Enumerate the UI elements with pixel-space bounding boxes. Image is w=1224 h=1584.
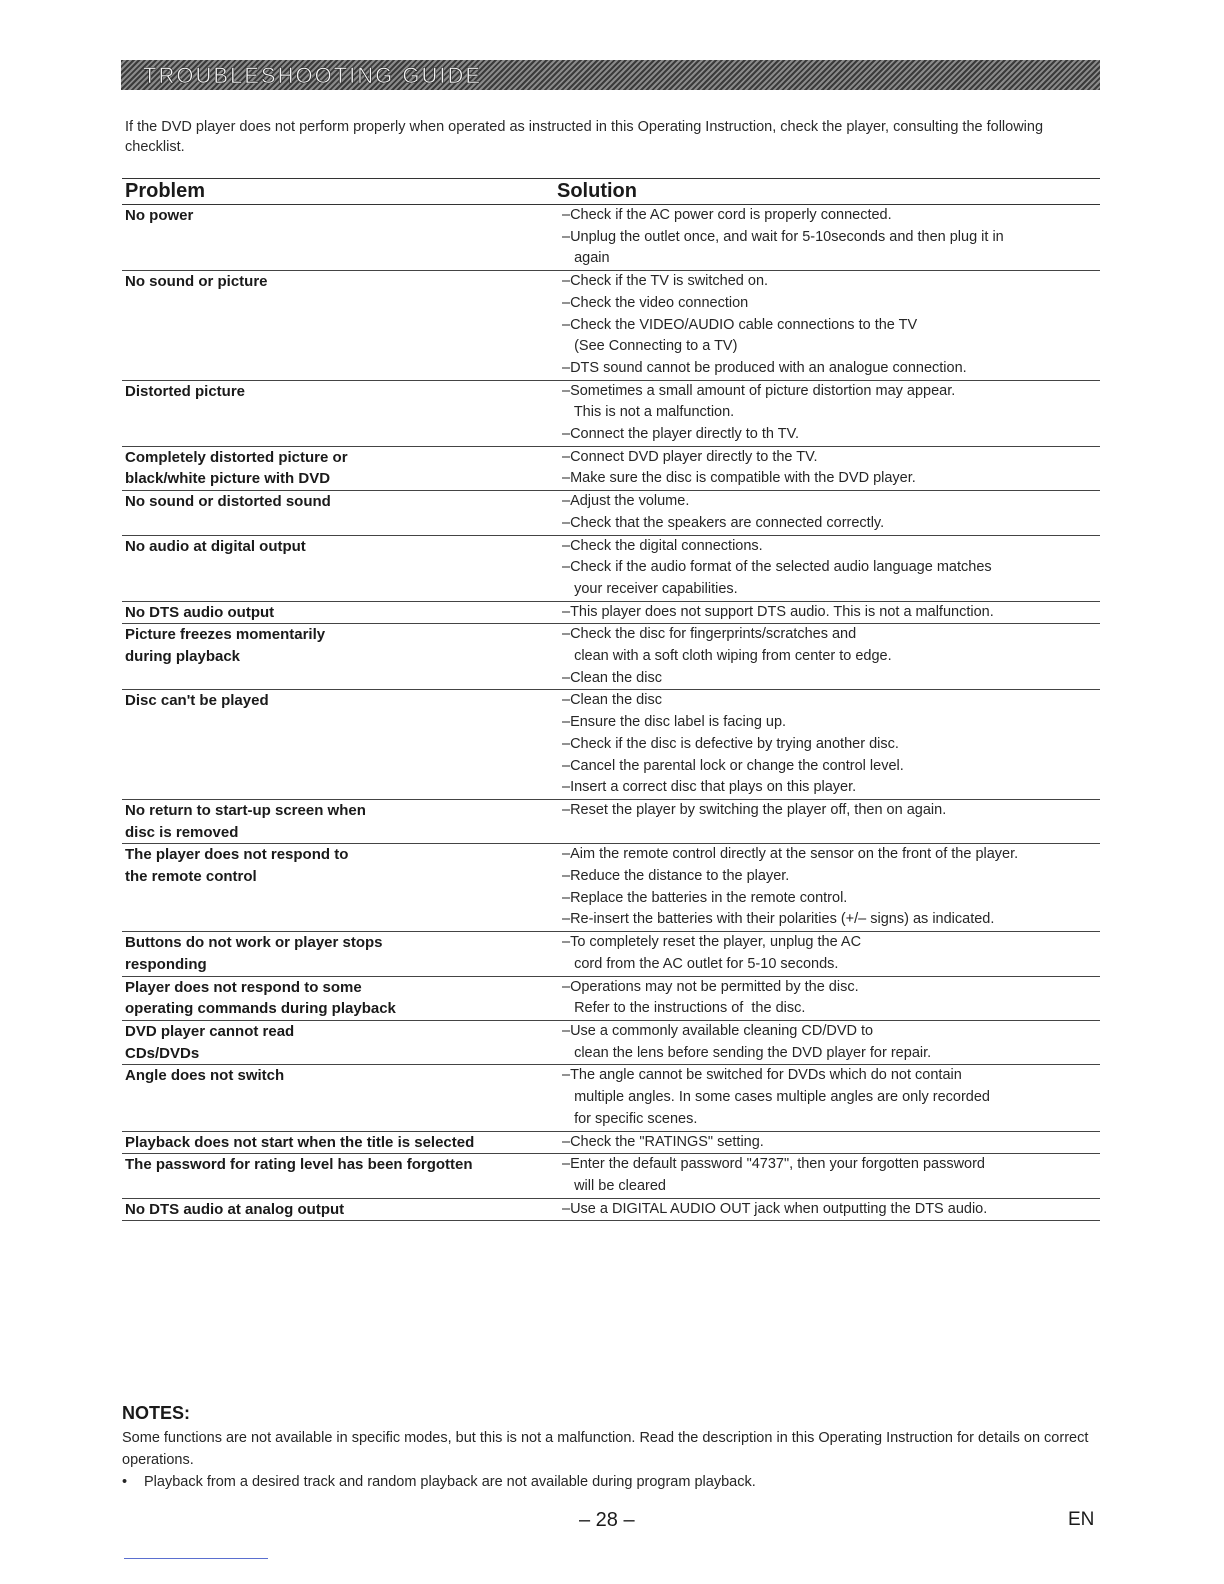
solution-cell	[562, 1199, 1100, 1221]
solution-cell	[562, 602, 1100, 624]
problem-line: operating commands during playback	[125, 1000, 396, 1018]
problem-line: Distorted picture	[125, 382, 246, 400]
solution-line: Refer to the instructions of the disc.	[562, 1000, 806, 1017]
solution-line: clean with a soft cloth wiping from center to edge.	[562, 648, 892, 665]
problem-cell	[125, 1021, 550, 1064]
solution-line: –Use a commonly available cleaning CD/DVD to	[562, 1023, 874, 1039]
solution-line: (See Connecting to a TV)	[562, 338, 738, 355]
page-number: – 28 –	[579, 1509, 635, 1531]
problem-line: No return to start-up screen when	[125, 801, 366, 819]
solution-line: –Aim the remote control directly at the sensor on the front of the player.	[562, 846, 1019, 863]
solution-line: –Check the "RATINGS" setting.	[562, 1133, 764, 1150]
problem-cell	[125, 447, 550, 490]
problem-cell	[125, 1154, 550, 1176]
problem-line: responding	[125, 955, 207, 973]
solution-line: –Adjust the volume.	[562, 493, 690, 510]
solution-line: –Cancel the parental lock or change the control level.	[562, 757, 904, 774]
solution-line: This is not a malfunction.	[562, 404, 735, 421]
notes-title: NOTES:	[122, 1403, 191, 1423]
problem-line: The password for rating level has been forgotten	[125, 1156, 473, 1174]
table-row	[122, 536, 1100, 602]
problem-line: black/white picture with DVD	[125, 470, 331, 488]
solution-line: for specific scenes.	[562, 1110, 698, 1127]
solution-line: –DTS sound cannot be produced with an analogue connection.	[562, 359, 967, 376]
solution-line: your receiver capabilities.	[562, 580, 738, 597]
table-row	[122, 1132, 1100, 1155]
table-row	[122, 844, 1100, 932]
language-code: EN	[1068, 1509, 1095, 1530]
problem-cell	[125, 800, 550, 843]
table-row	[122, 932, 1100, 976]
problem-cell	[125, 1065, 550, 1087]
table-row	[122, 602, 1100, 625]
solution-line: –Make sure the disc is compatible with the DVD player.	[562, 470, 916, 487]
solution-line: clean the lens before sending the DVD player for repair.	[562, 1044, 932, 1061]
notes-text: Some functions are not available in specific modes, but this is not a malfunction. Read the description in this Operating Instruction for details on correct operations.	[122, 1430, 1089, 1468]
solution-line: –Insert a correct disc that plays on this player.	[562, 779, 857, 796]
solution-line: –Check that the speakers are connected correctly.	[562, 514, 885, 531]
solution-line: –Check the VIDEO/AUDIO cable connections to the TV	[562, 316, 918, 333]
problem-cell	[125, 271, 550, 293]
column-header-solution: Solution	[557, 180, 637, 202]
solution-line: –Clean the disc	[562, 692, 662, 709]
notes-bullet-text: Playback from a desired track and random playback are not available during program playback.	[144, 1474, 756, 1490]
problem-line: CDs/DVDs	[125, 1044, 200, 1062]
solution-cell	[562, 690, 1100, 799]
table-row	[122, 800, 1100, 844]
table-row	[122, 1065, 1100, 1131]
solution-line: –Check the digital connections.	[562, 537, 763, 554]
intro-text: If the DVD player does not perform properly when operated as instructed in this Operating Instruction, check the player, consulting the following checklist.	[125, 119, 1044, 155]
problem-line: Picture freezes momentarily	[125, 626, 326, 644]
solution-cell	[562, 932, 1100, 975]
problem-line: No DTS audio output	[125, 603, 275, 621]
solution-cell	[562, 800, 1100, 843]
table-header	[122, 178, 1100, 205]
solution-line: –Use a DIGITAL AUDIO OUT jack when outputting the DTS audio.	[562, 1200, 988, 1217]
table-row	[122, 447, 1100, 491]
problem-line: No sound or distorted sound	[125, 493, 331, 511]
table-row	[122, 977, 1100, 1021]
solution-line: –Ensure the disc label is facing up.	[562, 714, 787, 731]
problem-line: No power	[125, 207, 194, 224]
solution-line	[562, 822, 1100, 844]
solution-line: cord from the AC outlet for 5-10 seconds.	[562, 955, 839, 972]
problem-line: Angle does not switch	[125, 1067, 285, 1085]
bullet-icon: •	[122, 1474, 128, 1490]
table-row	[122, 624, 1100, 690]
solution-line: –Replace the batteries in the remote control.	[562, 889, 848, 906]
problem-cell	[125, 844, 550, 887]
problem-line: DVD player cannot read	[125, 1023, 295, 1040]
solution-line: –Reduce the distance to the player.	[562, 868, 790, 885]
solution-line: –Check if the disc is defective by trying another disc.	[562, 735, 899, 752]
solution-line: will be cleared	[562, 1177, 666, 1194]
solution-line: –The angle cannot be switched for DVDs which do not contain	[562, 1067, 962, 1084]
table-row	[122, 205, 1100, 271]
solution-line: –To completely reset the player, unplug the AC	[562, 934, 862, 951]
solution-line: –Check if the TV is switched on.	[562, 273, 769, 290]
solution-cell	[562, 381, 1100, 446]
solution-cell	[562, 1021, 1100, 1064]
solution-cell	[562, 624, 1100, 689]
solution-line: –Operations may not be permitted by the disc.	[562, 978, 859, 995]
title-banner	[121, 60, 1100, 90]
problem-line: disc is removed	[125, 823, 239, 841]
problem-line: No DTS audio at analog output	[125, 1200, 345, 1218]
footer-divider	[124, 1558, 268, 1559]
problem-line: No sound or picture	[125, 273, 268, 291]
problem-cell	[125, 205, 550, 227]
solution-line: –Check if the audio format of the selected audio language matches	[562, 559, 992, 576]
solution-line: again	[562, 250, 610, 267]
table-row	[122, 1021, 1100, 1065]
problem-cell	[125, 977, 550, 1020]
table-row	[122, 1199, 1100, 1222]
solution-line: –Reset the player by switching the player off, then on again.	[562, 801, 947, 818]
problem-cell	[125, 690, 550, 712]
solution-line: –Clean the disc	[562, 669, 662, 686]
problem-line: Disc can't be played	[125, 692, 269, 710]
page-title: TROUBLESHOOTING GUIDE	[143, 63, 483, 88]
solution-line: –Enter the default password "4737", then your forgotten password	[562, 1156, 985, 1173]
table-row	[122, 491, 1100, 535]
solution-cell	[562, 491, 1100, 534]
solution-line: –Connect the player directly to th TV.	[562, 426, 799, 443]
problem-cell	[125, 932, 550, 975]
problem-line: The player does not respond to	[125, 846, 349, 864]
solution-line: –Unplug the outlet once, and wait for 5-10seconds and then plug it in	[562, 228, 1004, 245]
table-row	[122, 271, 1100, 381]
problem-cell	[125, 536, 550, 558]
solution-cell	[562, 536, 1100, 601]
problem-cell	[125, 1199, 550, 1221]
table-body	[122, 205, 1100, 1221]
solution-line: –This player does not support DTS audio. This is not a malfunction.	[562, 603, 994, 620]
solution-cell	[562, 447, 1100, 490]
solution-line: –Check the video connection	[562, 294, 749, 311]
problem-cell	[125, 602, 550, 624]
solution-cell	[562, 205, 1100, 270]
table-row	[122, 690, 1100, 800]
table-row	[122, 381, 1100, 447]
solution-line: –Check if the AC power cord is properly connected.	[562, 207, 892, 223]
problem-line: during playback	[125, 648, 241, 666]
column-header-problem: Problem	[125, 180, 206, 202]
solution-line: –Re-insert the batteries with their polarities (+/– signs) as indicated.	[562, 911, 995, 928]
problem-line: the remote control	[125, 868, 257, 886]
problem-cell	[125, 624, 550, 667]
solution-line: –Connect DVD player directly to the TV.	[562, 448, 818, 465]
solution-line: –Check the disc for fingerprints/scratches and	[562, 626, 857, 643]
solution-cell	[562, 1065, 1100, 1130]
notes-bullet	[122, 1472, 756, 1494]
problem-line: Playback does not start when the title is selected	[125, 1133, 475, 1151]
table-row	[122, 1154, 1100, 1198]
problem-line: Player does not respond to some	[125, 978, 362, 996]
solution-line: –Sometimes a small amount of picture distortion may appear.	[562, 382, 956, 399]
solution-cell	[562, 1154, 1100, 1197]
problem-line: Completely distorted picture or	[125, 448, 348, 466]
problem-cell	[125, 491, 550, 513]
troubleshooting-table	[122, 178, 1100, 1221]
problem-line: No audio at digital output	[125, 537, 306, 555]
problem-line: Buttons do not work or player stops	[125, 934, 383, 952]
solution-cell	[562, 271, 1100, 380]
solution-cell	[562, 844, 1100, 931]
problem-cell	[125, 1132, 550, 1154]
solution-cell	[562, 1132, 1100, 1154]
solution-cell	[562, 977, 1100, 1020]
problem-cell	[125, 381, 550, 403]
solution-line: multiple angles. In some cases multiple angles are only recorded	[562, 1089, 990, 1106]
